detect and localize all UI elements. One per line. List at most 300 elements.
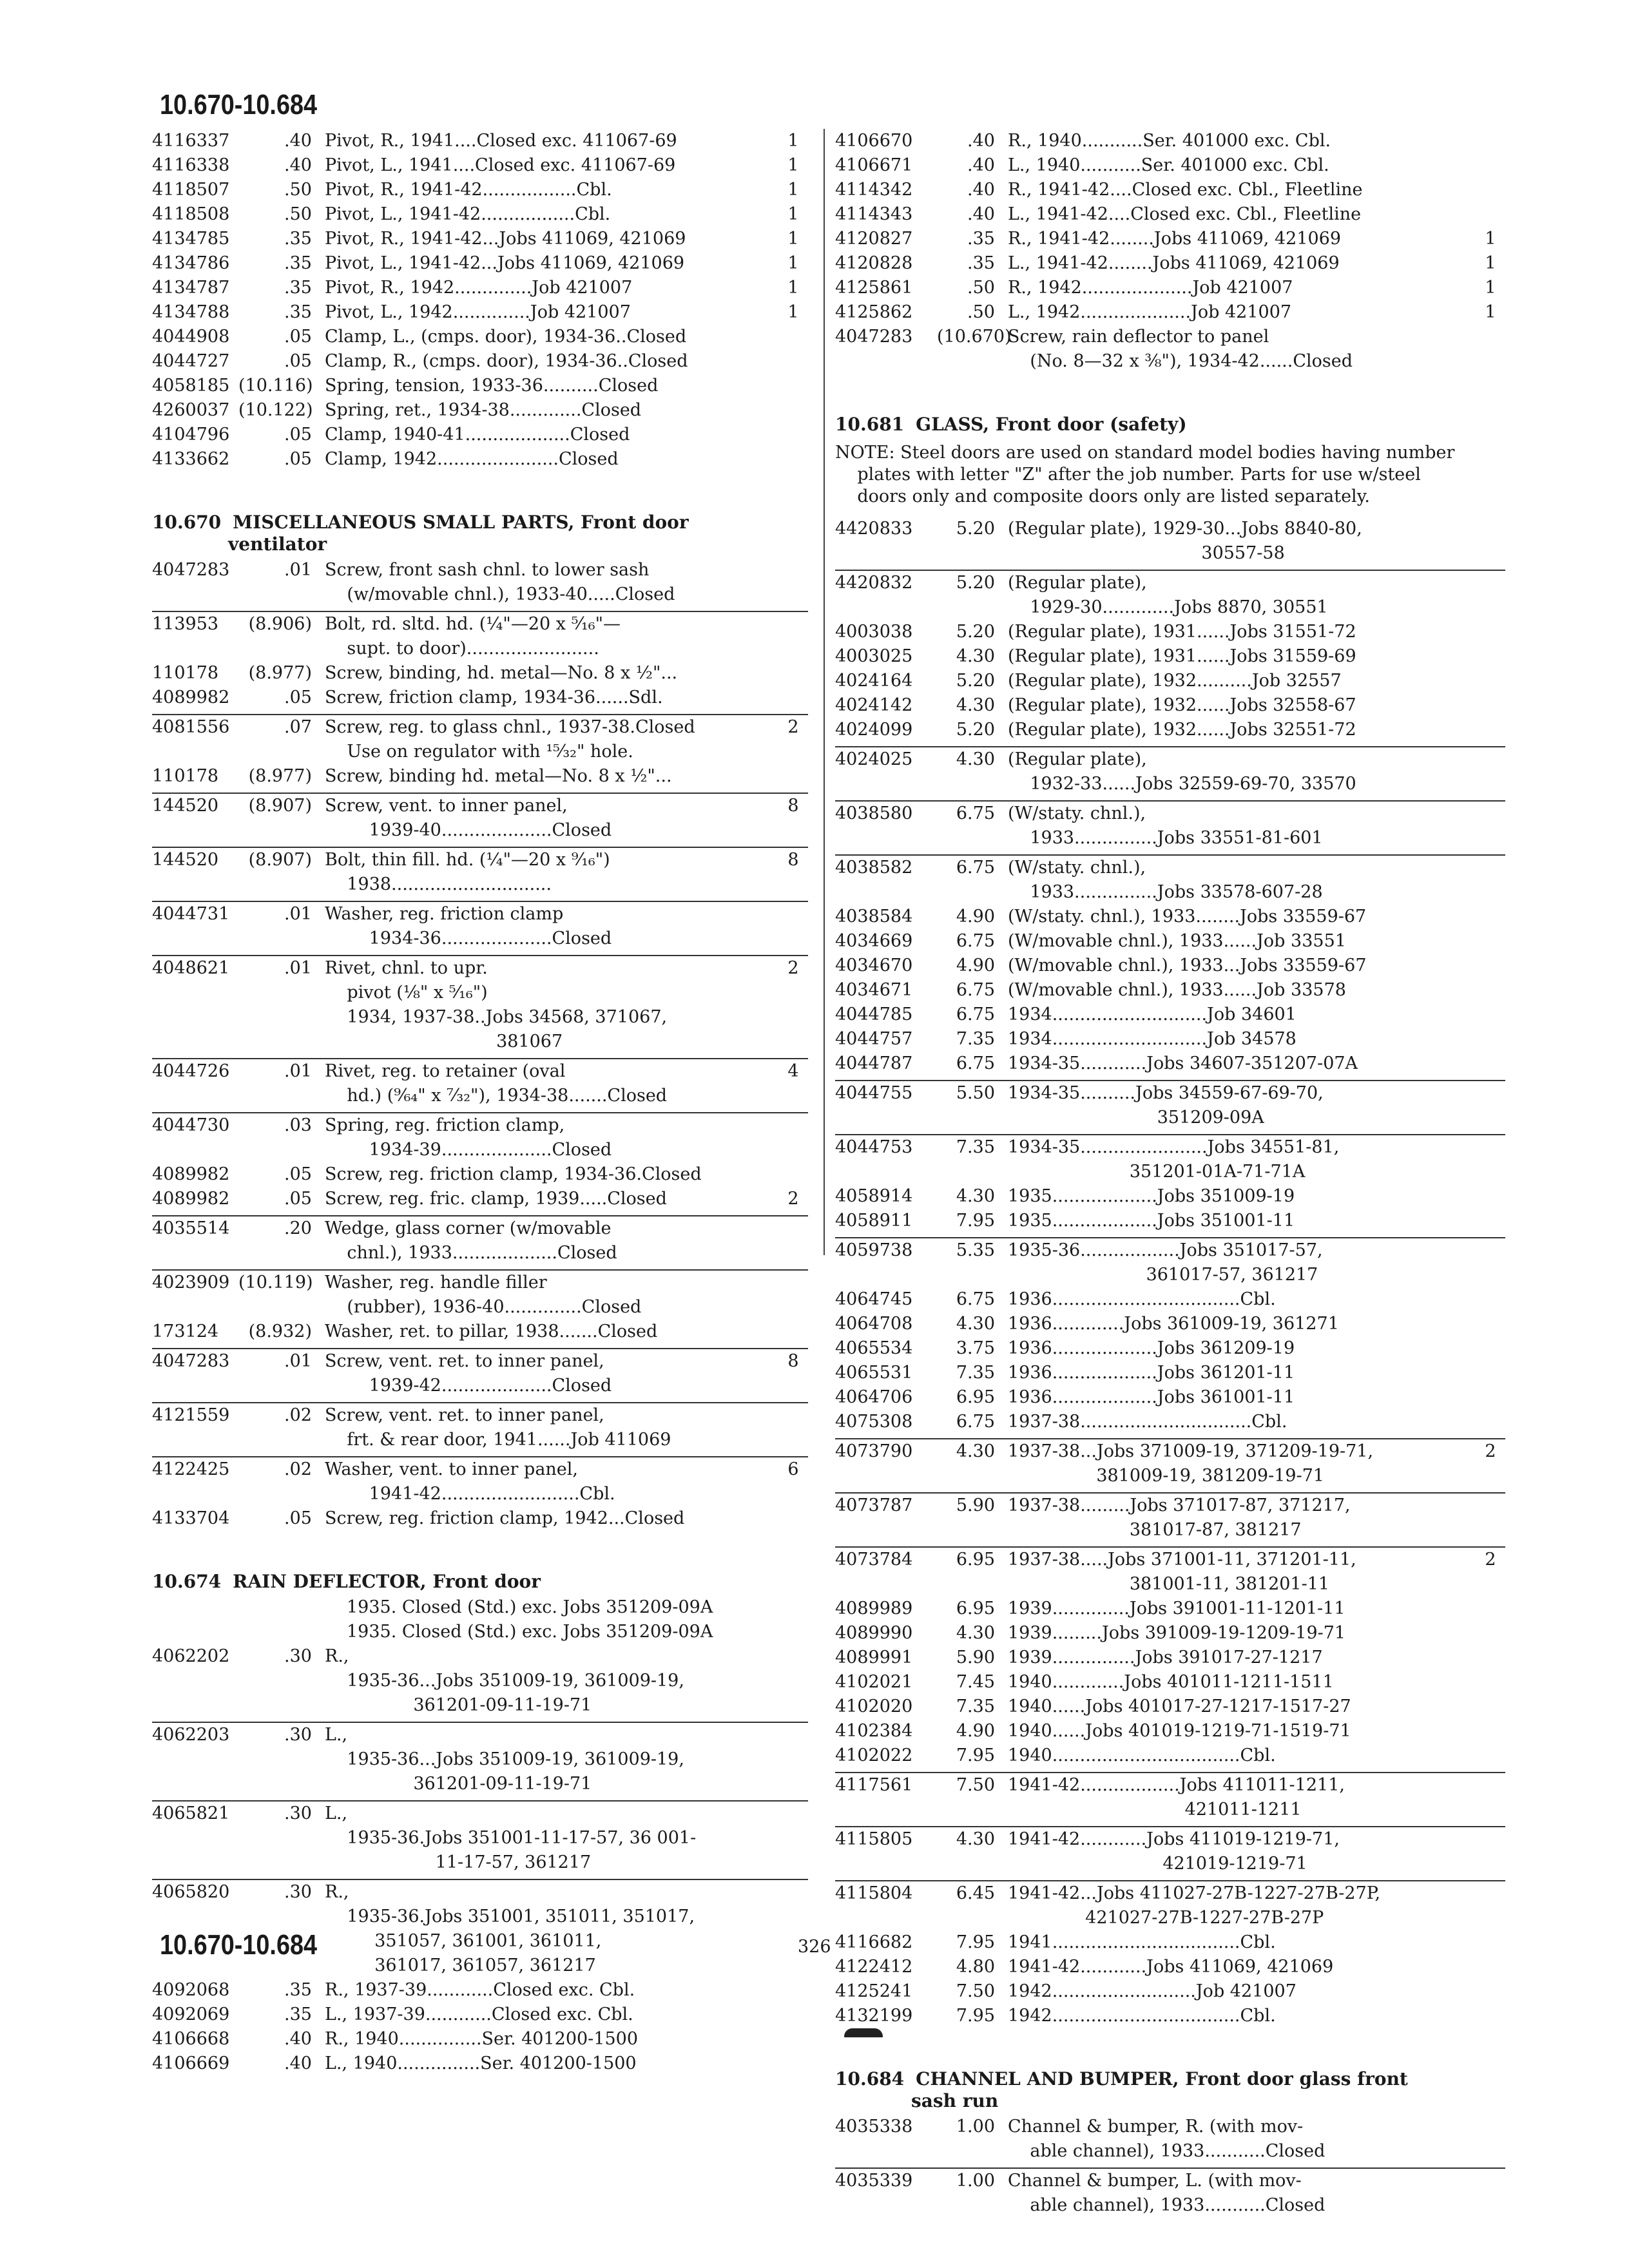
description: Pivot, L., 1941-42...Jobs 411069, 421069 bbox=[325, 253, 685, 273]
part-number: 4420832 bbox=[835, 573, 913, 593]
part-number: 4106671 bbox=[835, 155, 913, 175]
quantity: 2 bbox=[1485, 1550, 1496, 1570]
description: Rivet, chnl. to upr. pivot (⅛" x ⁵⁄₁₆") 1934, 1937-38..Jobs 34568, 371067, 381067 bbox=[325, 958, 668, 1052]
description: 1941-42..................Jobs 411011-1211, 421011-1211 bbox=[1008, 1775, 1345, 1820]
description: Pivot, R., 1941-42.................Cbl. bbox=[325, 180, 612, 200]
price: .35 bbox=[284, 2004, 312, 2024]
part-number: 4133662 bbox=[152, 449, 230, 469]
description: 1934-35.......................Jobs 34551-81, 351201-01A-71-71A bbox=[1008, 1137, 1340, 1182]
quantity bbox=[1476, 1027, 1505, 1052]
part-number: 4044785 bbox=[835, 1004, 913, 1024]
part-number: 4044727 bbox=[152, 351, 230, 371]
quantity: 2 bbox=[787, 1189, 799, 1209]
price: (10.670) bbox=[937, 327, 1012, 347]
description: L., 1940...........Ser. 401000 exc. Cbl. bbox=[1008, 155, 1329, 175]
section-heading-10-681 bbox=[835, 414, 1505, 436]
part-number: 4044753 bbox=[835, 1137, 913, 1157]
table-row bbox=[152, 558, 808, 607]
description: L., 1941-42....Closed exc. Cbl., Fleetline bbox=[1008, 204, 1362, 224]
description: 1934............................Job 34601 bbox=[1008, 1004, 1296, 1024]
description: Bolt, thin fill. hd. (¼"—20 x ⁹⁄₁₆") 1938............................. bbox=[325, 850, 610, 894]
table-row bbox=[152, 374, 808, 398]
section-number: 10.684 bbox=[835, 2068, 905, 2090]
table-row bbox=[835, 1385, 1505, 1410]
quantity bbox=[778, 1644, 808, 1718]
part-number: 113953 bbox=[152, 614, 219, 634]
description: (W/movable chnl.), 1933......Job 33551 bbox=[1008, 931, 1346, 951]
part-number: 4024099 bbox=[835, 720, 913, 740]
price: (8.977) bbox=[248, 766, 312, 786]
quantity: 1 bbox=[787, 180, 799, 200]
part-number: 4089982 bbox=[152, 1189, 230, 1209]
description: R., 1940...........Ser. 401000 exc. Cbl. bbox=[1008, 131, 1331, 151]
part-number: 4023909 bbox=[152, 1273, 230, 1293]
description: 1939..............Jobs 391001-11-1201-11 bbox=[1008, 1599, 1345, 1619]
quantity: 1 bbox=[787, 155, 799, 175]
part-number: 4114342 bbox=[835, 180, 913, 200]
part-number: 4134787 bbox=[152, 278, 230, 298]
part-number: 4073787 bbox=[835, 1495, 913, 1515]
table-row bbox=[152, 423, 808, 447]
quantity bbox=[778, 1162, 808, 1187]
parts-table-10-670 bbox=[152, 558, 808, 1531]
price: 4.30 bbox=[956, 1441, 995, 1461]
quantity: 8 bbox=[787, 850, 799, 870]
quantity bbox=[778, 1271, 808, 1320]
quantity: 8 bbox=[787, 1351, 799, 1371]
part-number: 4089982 bbox=[152, 687, 230, 707]
part-number: 4044787 bbox=[835, 1053, 913, 1073]
part-number: 4064745 bbox=[835, 1289, 913, 1309]
price: 7.35 bbox=[956, 1696, 995, 1716]
part-number: 4047283 bbox=[835, 327, 913, 347]
part-number: 4064706 bbox=[835, 1387, 913, 1407]
description: (Regular plate), 1932-33......Jobs 32559-69-70, 33570 bbox=[1008, 749, 1356, 794]
table-row bbox=[152, 1402, 808, 1452]
table-row bbox=[835, 178, 1505, 202]
table-row bbox=[835, 746, 1505, 796]
table-row bbox=[835, 1080, 1505, 1130]
part-number: 110178 bbox=[152, 766, 219, 786]
quantity bbox=[1476, 571, 1505, 620]
description: 1940......Jobs 401019-1219-71-1519-71 bbox=[1008, 1721, 1351, 1741]
price: .35 bbox=[284, 229, 312, 249]
part-number: 4059738 bbox=[835, 1240, 913, 1260]
part-number: 4058914 bbox=[835, 1186, 913, 1206]
description: Pivot, R., 1941....Closed exc. 411067-69 bbox=[325, 131, 677, 151]
part-number: 4125861 bbox=[835, 278, 913, 298]
table-row bbox=[835, 276, 1505, 300]
quantity bbox=[1476, 178, 1505, 202]
table-row bbox=[835, 669, 1505, 693]
price: .01 bbox=[284, 958, 312, 978]
quantity bbox=[1476, 1930, 1505, 1955]
table-row bbox=[152, 1978, 808, 2003]
price: .40 bbox=[284, 2053, 312, 2073]
part-number: 4024164 bbox=[835, 671, 913, 691]
price: 1.00 bbox=[956, 2171, 995, 2191]
quantity bbox=[1476, 1719, 1505, 1744]
table-row bbox=[152, 1215, 808, 1265]
part-number: 4062203 bbox=[152, 1725, 230, 1745]
price: 4.30 bbox=[956, 1829, 995, 1849]
table-row bbox=[835, 978, 1505, 1003]
table-row bbox=[152, 1187, 808, 1211]
price: 6.75 bbox=[956, 858, 995, 878]
part-number: 4133704 bbox=[152, 1508, 230, 1528]
quantity: 1 bbox=[787, 131, 799, 151]
quantity bbox=[1476, 669, 1505, 693]
price: 5.90 bbox=[956, 1495, 995, 1515]
quantity bbox=[1476, 1410, 1505, 1434]
part-number: 4065531 bbox=[835, 1363, 913, 1383]
description: 1941-42............Jobs 411069, 421069 bbox=[1008, 1957, 1334, 1977]
part-number: 4092068 bbox=[152, 1980, 230, 2000]
description: 1940..................................Cbl. bbox=[1008, 1745, 1276, 1765]
quantity bbox=[778, 1403, 808, 1452]
quantity bbox=[1476, 1646, 1505, 1670]
description: 1937-38.........Jobs 371017-87, 371217, 381017-87, 381217 bbox=[1008, 1495, 1351, 1540]
description: R., 1935-36.Jobs 351001, 351011, 351017, 351057, 361001, 361011, 361017, 361057, 361217 bbox=[325, 1882, 695, 1975]
description: 1941..................................Cbl. bbox=[1008, 1932, 1276, 1952]
quantity: 1 bbox=[1485, 229, 1496, 249]
part-number: 4044908 bbox=[152, 327, 230, 347]
part-number: 4047283 bbox=[152, 560, 230, 580]
part-number: 173124 bbox=[152, 1321, 219, 1341]
section-number: 10.670 bbox=[152, 512, 222, 533]
part-number: 4034670 bbox=[835, 956, 913, 975]
quantity: 1 bbox=[1485, 253, 1496, 273]
description: Rivet, reg. to retainer (oval hd.) (⁹⁄₆₄" x ⁷⁄₃₂"), 1934-38.......Closed bbox=[325, 1061, 668, 1106]
quantity: 2 bbox=[1485, 1441, 1496, 1461]
table-row bbox=[835, 1312, 1505, 1336]
price: (8.906) bbox=[248, 614, 312, 634]
part-number: 4044730 bbox=[152, 1115, 230, 1135]
price: .07 bbox=[284, 717, 312, 737]
description: (Regular plate), 1931......Jobs 31559-69 bbox=[1008, 646, 1356, 666]
description: R., 1941-42........Jobs 411069, 421069 bbox=[1008, 229, 1342, 249]
part-number: 4134786 bbox=[152, 253, 230, 273]
quantity bbox=[778, 764, 808, 789]
description: (Regular plate), 1929-30...Jobs 8840-80, 30557-58 bbox=[1008, 519, 1362, 563]
description: Clamp, R., (cmps. door), 1934-36..Closed bbox=[325, 351, 688, 371]
table-row bbox=[835, 644, 1505, 669]
price: .20 bbox=[284, 1218, 312, 1238]
description: (W/staty. chnl.), 1933........Jobs 33559-67 bbox=[1008, 907, 1367, 927]
description: (Regular plate), 1932......Jobs 32551-72 bbox=[1008, 720, 1356, 740]
price: .05 bbox=[284, 449, 312, 469]
footer-title: 10.670-10.684 bbox=[160, 1929, 318, 1961]
part-number: 4118508 bbox=[152, 204, 230, 224]
description: Pivot, L., 1941-42.................Cbl. bbox=[325, 204, 611, 224]
table-row bbox=[835, 1492, 1505, 1542]
table-row bbox=[152, 1800, 808, 1875]
table-row bbox=[152, 1112, 808, 1162]
table-row bbox=[152, 1162, 808, 1187]
quantity bbox=[1476, 905, 1505, 929]
description: (Regular plate), 1932......Jobs 32558-67 bbox=[1008, 695, 1356, 715]
quantity bbox=[778, 1880, 808, 1978]
quantity bbox=[778, 1723, 808, 1796]
part-number: 4106668 bbox=[152, 2029, 230, 2049]
price: .40 bbox=[284, 131, 312, 151]
quantity bbox=[1476, 517, 1505, 566]
table-row bbox=[835, 1955, 1505, 1979]
price: 6.75 bbox=[956, 803, 995, 823]
quantity bbox=[1476, 693, 1505, 718]
table-row bbox=[152, 1722, 808, 1796]
price: .35 bbox=[284, 253, 312, 273]
quantity bbox=[1476, 1003, 1505, 1027]
table-row bbox=[152, 793, 808, 843]
table-row bbox=[152, 251, 808, 276]
description: Clamp, 1942......................Closed bbox=[325, 449, 619, 469]
section-heading-10-670 bbox=[152, 512, 808, 555]
part-number: 4062202 bbox=[152, 1646, 230, 1666]
table-row bbox=[835, 620, 1505, 644]
description: 1935-36..................Jobs 351017-57, 361017-57, 361217 bbox=[1008, 1240, 1323, 1285]
part-number: 4102022 bbox=[835, 1745, 913, 1765]
part-number: 4089982 bbox=[152, 1164, 230, 1184]
part-number: 4089989 bbox=[835, 1599, 913, 1619]
price: .01 bbox=[284, 1351, 312, 1371]
table-row bbox=[152, 1456, 808, 1506]
table-row bbox=[835, 1979, 1505, 2004]
table-row bbox=[152, 847, 808, 897]
price: .05 bbox=[284, 425, 312, 445]
price: 5.20 bbox=[956, 519, 995, 539]
quantity bbox=[1476, 1238, 1505, 1287]
part-number: 4117561 bbox=[835, 1775, 913, 1795]
description: (Regular plate), 1931......Jobs 31551-72 bbox=[1008, 622, 1356, 642]
table-row bbox=[152, 1320, 808, 1344]
table-row bbox=[835, 1184, 1505, 1209]
part-number: 4048621 bbox=[152, 958, 230, 978]
description: L., 1935-36.Jobs 351001-11-17-57, 36 001- 11-17-57, 361217 bbox=[325, 1803, 697, 1872]
part-number: 4038582 bbox=[835, 858, 913, 878]
right-top-table bbox=[835, 129, 1505, 374]
description: Screw, reg. to glass chnl., 1937-38.Closed Use on regulator with ¹⁵⁄₃₂" hole. bbox=[325, 717, 695, 762]
part-number: 4081556 bbox=[152, 717, 230, 737]
part-number: 4102384 bbox=[835, 1721, 913, 1741]
price: 7.50 bbox=[956, 1775, 995, 1795]
description: 1942..........................Job 421007 bbox=[1008, 1981, 1296, 2001]
quantity bbox=[778, 661, 808, 686]
part-number: 4125241 bbox=[835, 1981, 913, 2001]
section-title: CHANNEL AND BUMPER, Front door glass front bbox=[916, 2068, 1408, 2090]
quantity bbox=[778, 2003, 808, 2027]
quantity bbox=[1476, 1621, 1505, 1646]
table-row bbox=[835, 1546, 1505, 1597]
price: 5.20 bbox=[956, 622, 995, 642]
quantity: 1 bbox=[1485, 302, 1496, 322]
quantity bbox=[778, 1506, 808, 1531]
quantity bbox=[778, 423, 808, 447]
quantity: 6 bbox=[787, 1459, 799, 1479]
price: .35 bbox=[967, 229, 995, 249]
quantity bbox=[1476, 1135, 1505, 1184]
table-row bbox=[835, 517, 1505, 566]
table-row bbox=[152, 1644, 808, 1718]
quantity bbox=[1476, 1081, 1505, 1130]
table-row bbox=[152, 661, 808, 686]
quantity bbox=[1476, 856, 1505, 905]
quantity bbox=[1476, 2004, 1505, 2028]
quantity bbox=[1476, 1312, 1505, 1336]
price: 6.75 bbox=[956, 1053, 995, 1073]
price: 4.80 bbox=[956, 1957, 995, 1977]
description: Channel & bumper, L. (with mov- able channel), 1933...........Closed bbox=[1008, 2171, 1325, 2215]
table-row bbox=[835, 1287, 1505, 1312]
quantity: 1 bbox=[1485, 278, 1496, 298]
price: 7.95 bbox=[956, 1211, 995, 1231]
table-row bbox=[835, 1361, 1505, 1385]
description: R., 1941-42....Closed exc. Cbl., Fleetline bbox=[1008, 180, 1363, 200]
part-number: 4035338 bbox=[835, 2117, 913, 2137]
section-title: MISCELLANEOUS SMALL PARTS, Front door bbox=[233, 512, 689, 533]
quantity bbox=[778, 1113, 808, 1162]
part-number: 4420833 bbox=[835, 519, 913, 539]
table-row bbox=[835, 1646, 1505, 1670]
part-number: 4116337 bbox=[152, 131, 230, 151]
part-number: 4122412 bbox=[835, 1957, 913, 1977]
table-row bbox=[835, 1930, 1505, 1955]
quantity bbox=[1476, 1385, 1505, 1410]
price: 6.75 bbox=[956, 980, 995, 1000]
part-number: 4118507 bbox=[152, 180, 230, 200]
description: (W/staty. chnl.), 1933...............Jobs 33551-81-601 bbox=[1008, 803, 1323, 848]
price: .03 bbox=[284, 1115, 312, 1135]
table-row bbox=[152, 227, 808, 251]
part-number: 4003025 bbox=[835, 646, 913, 666]
quantity bbox=[1476, 620, 1505, 644]
quantity bbox=[1476, 747, 1505, 796]
price: 7.35 bbox=[956, 1363, 995, 1383]
table-row bbox=[835, 929, 1505, 954]
quantity bbox=[1476, 1773, 1505, 1822]
quantity bbox=[778, 325, 808, 349]
price: 5.35 bbox=[956, 1240, 995, 1260]
description: (W/staty. chnl.), 1933...............Jobs 33578-607-28 bbox=[1008, 858, 1323, 902]
page-title: 10.670-10.684 bbox=[160, 89, 318, 120]
table-row bbox=[152, 1058, 808, 1108]
part-number: 4121559 bbox=[152, 1405, 230, 1425]
description: Screw, vent. ret. to inner panel, frt. & rear door, 1941......Job 411069 bbox=[325, 1405, 671, 1450]
description: Screw, rain deflector to panel (No. 8—32 x ⅜"), 1934-42......Closed bbox=[1008, 327, 1353, 371]
price: .05 bbox=[284, 1508, 312, 1528]
quantity: 4 bbox=[787, 1061, 799, 1081]
description: Bolt, rd. sltd. hd. (¼"—20 x ⁵⁄₁₆"— supt. to door)........................ bbox=[325, 614, 621, 658]
price: 5.90 bbox=[956, 1648, 995, 1667]
quantity bbox=[1476, 1209, 1505, 1233]
part-number: 4003038 bbox=[835, 622, 913, 642]
table-row bbox=[835, 854, 1505, 905]
price: .05 bbox=[284, 351, 312, 371]
description: 1934............................Job 34578 bbox=[1008, 1029, 1296, 1049]
quantity bbox=[1476, 929, 1505, 954]
price: .35 bbox=[967, 253, 995, 273]
table-row bbox=[152, 2052, 808, 2076]
part-number: 4115805 bbox=[835, 1829, 913, 1849]
price: .05 bbox=[284, 687, 312, 707]
section-intro bbox=[152, 1595, 808, 1644]
table-row bbox=[835, 2004, 1505, 2028]
quantity bbox=[1476, 1955, 1505, 1979]
part-number: 4065821 bbox=[152, 1803, 230, 1823]
part-number: 4035339 bbox=[835, 2171, 913, 2191]
part-number: 4125862 bbox=[835, 302, 913, 322]
description: Pivot, L., 1942..............Job 421007 bbox=[325, 302, 631, 322]
description: Pivot, R., 1942..............Job 421007 bbox=[325, 278, 633, 298]
description: R., 1940...............Ser. 401200-1500 bbox=[325, 2029, 639, 2049]
description: Pivot, R., 1941-42...Jobs 411069, 421069 bbox=[325, 229, 686, 249]
price: .40 bbox=[967, 204, 995, 224]
price: (8.932) bbox=[248, 1321, 312, 1341]
description: Channel & bumper, R. (with mov- able channel), 1933...........Closed bbox=[1008, 2117, 1325, 2161]
price: .40 bbox=[284, 2029, 312, 2049]
quantity bbox=[1476, 202, 1505, 227]
table-row bbox=[152, 611, 808, 661]
section-subtitle: sash run bbox=[911, 2090, 999, 2111]
quantity bbox=[1476, 644, 1505, 669]
description: 1940......Jobs 401017-27-1217-1517-27 bbox=[1008, 1696, 1351, 1716]
price: .50 bbox=[967, 302, 995, 322]
quantity bbox=[1476, 325, 1505, 374]
description: L., 1942....................Job 421007 bbox=[1008, 302, 1292, 322]
table-row bbox=[835, 1772, 1505, 1822]
price: .35 bbox=[284, 278, 312, 298]
description: Screw, reg. friction clamp, 1942...Closed bbox=[325, 1508, 685, 1528]
quantity bbox=[778, 374, 808, 398]
description: 1940.............Jobs 401011-1211-1511 bbox=[1008, 1672, 1334, 1692]
quantity bbox=[1476, 1287, 1505, 1312]
description: 1936...................Jobs 361201-11 bbox=[1008, 1363, 1295, 1383]
price: 5.20 bbox=[956, 573, 995, 593]
part-number: 4065820 bbox=[152, 1882, 230, 1902]
table-row bbox=[152, 686, 808, 710]
table-row bbox=[152, 276, 808, 300]
description: Screw, friction clamp, 1934-36......Sdl. bbox=[325, 687, 663, 707]
price: .05 bbox=[284, 1189, 312, 1209]
part-number: 4047283 bbox=[152, 1351, 230, 1371]
price: 4.90 bbox=[956, 907, 995, 927]
description: 1937-38.....Jobs 371001-11, 371201-11, 381001-11, 381201-11 bbox=[1008, 1550, 1356, 1594]
description: Screw, reg. fric. clamp, 1939.....Closed bbox=[325, 1189, 667, 1209]
part-number: 4122425 bbox=[152, 1459, 230, 1479]
part-number: 4115804 bbox=[835, 1883, 913, 1903]
price: .02 bbox=[284, 1405, 312, 1425]
description: L., 1941-42........Jobs 411069, 421069 bbox=[1008, 253, 1340, 273]
quantity: 1 bbox=[787, 229, 799, 249]
table-row bbox=[835, 1826, 1505, 1876]
quantity bbox=[1476, 153, 1505, 178]
price: .50 bbox=[284, 180, 312, 200]
table-row bbox=[835, 202, 1505, 227]
price: 3.75 bbox=[956, 1338, 995, 1358]
description: (Regular plate), 1932..........Job 32557 bbox=[1008, 671, 1342, 691]
price: .50 bbox=[284, 204, 312, 224]
table-row bbox=[152, 1269, 808, 1320]
table-row bbox=[835, 954, 1505, 978]
part-number: 4038580 bbox=[835, 803, 913, 823]
part-number: 144520 bbox=[152, 850, 219, 870]
parts-table-10-684 bbox=[835, 2115, 1505, 2218]
description: 1936...................Jobs 361001-11 bbox=[1008, 1387, 1295, 1407]
description: Screw, reg. friction clamp, 1934-36.Closed bbox=[325, 1164, 702, 1184]
table-row bbox=[835, 1621, 1505, 1646]
price: 6.75 bbox=[956, 1412, 995, 1432]
part-number: 4120827 bbox=[835, 229, 913, 249]
